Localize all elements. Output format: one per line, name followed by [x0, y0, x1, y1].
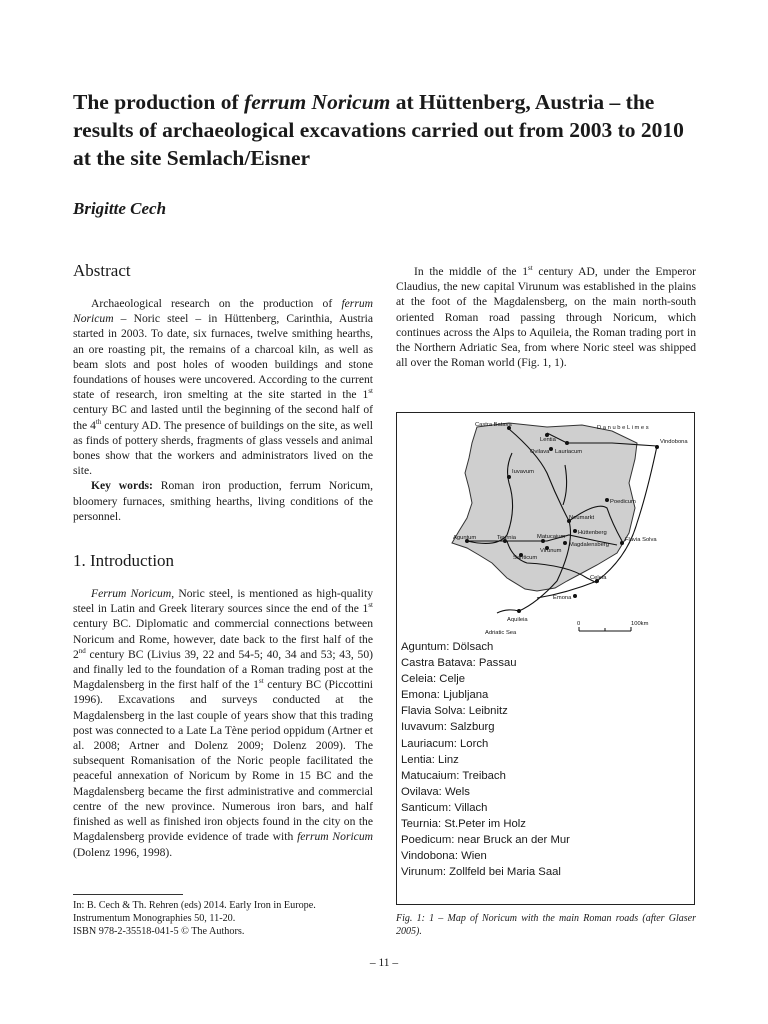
label-castra-batava: Castra Batava	[475, 422, 512, 428]
label-teurnia: Teurnia	[497, 535, 517, 541]
legend-item: Lauriacum: Lorch	[401, 737, 489, 750]
legend-item: Virunum: Zollfeld bei Maria Saal	[401, 866, 561, 879]
legend-item: Vindobona: Wien	[401, 850, 487, 863]
label-santicum: Santicum	[513, 555, 538, 561]
legend-item: Teurnia: St.Peter im Holz	[401, 818, 526, 831]
legend-item: Santicum: Villach	[401, 801, 488, 814]
legend-item: Matucaium: Treibach	[401, 769, 506, 782]
figure-caption: Fig. 1: 1 – Map of Noricum with the main Roman roads (after Glaser 2005).	[396, 913, 696, 937]
right-column	[396, 264, 696, 370]
label-lauriacum: Lauriacum	[555, 449, 583, 455]
noricum-map	[397, 413, 694, 638]
legend-item: Flavia Solva: Leibnitz	[401, 705, 508, 718]
label-aguntum: Aguntum	[453, 535, 477, 541]
label-ovilava: Ovilava	[530, 449, 550, 455]
label-aquileia: Aquileia	[507, 617, 528, 623]
key-words: Key words: Roman iron production, ferrum Noricum, bloomery furnaces, smithing hearths, living conditions of the personnel.	[73, 479, 373, 523]
footnote-line: In: B. Cech & Th. Rehren (eds) 2014. Early Iron in Europe.	[73, 900, 316, 911]
scale-bar	[577, 621, 649, 631]
page-number: – 11 –	[369, 957, 399, 969]
label-danube-limes: D a n u b e L i m e s	[597, 425, 649, 431]
label-poedicum: Poedicum	[610, 499, 636, 505]
legend-item: Celeia: Celje	[401, 673, 466, 686]
label-flavia-solva: Flavia Solva	[625, 537, 657, 543]
label-celeia: Celeia	[590, 575, 607, 581]
left-column	[73, 260, 373, 860]
label-magdalensberg: Magdalensberg	[569, 542, 609, 548]
footnote-line: Instrumentum Monographies 50, 11-20.	[73, 913, 236, 925]
label-lentia: Lentia	[540, 437, 556, 443]
introduction-heading: 1. Introduction	[73, 551, 175, 571]
legend-item: Aguntum: Dölsach	[401, 641, 494, 653]
map-legend	[401, 639, 691, 880]
footnote-line: ISBN 978-2-35518-041-5 © The Authors.	[73, 926, 245, 938]
introduction-paragraph: Ferrum Noricum, Noric steel, is mentioned as high-quality steel in Latin and Greek literary sources since the end of the 1st century BC. Diplomatic and commercial connections between Noricum and Rome, however, date back to the first half of the 2nd century BC (Livius 39, 22 and 54-5; 40, 34 and 53; 43, 50) and finally led to the foundation of a Roman trading post at the Magdalensberg in the first half of the 1st century BC (Piccottini 1996). Excavations and surveys conducted at the Magdalensberg in the last couple of years show that this trading post was connected to a Late La Tène period oppidum (Artner et al. 2008; Artner and Dolenz 2009; Dolenz 2009). The subsequent Romanisation of the Noric people facilitated the peaceful annexation of Noricum by Rome in 15 BC and the Magdalensberg became the first administrative and commercial centre of the new province. Numerous iron bars, and half finished as well as finished iron objects found in the city on the Magdalensberg provide evidence of trade with ferrum Noricum (Dolenz 1996, 1998).	[73, 587, 373, 859]
legend-item: Iuvavum: Salzburg	[401, 721, 495, 734]
label-vindobona: Vindobona	[660, 439, 688, 445]
footnote	[73, 899, 373, 939]
abstract-heading: Abstract	[73, 261, 131, 280]
label-huttenberg: Hüttenberg	[578, 530, 607, 536]
label-matucaium: Matucaium	[537, 534, 566, 540]
legend-item: Ovilava: Wels	[401, 785, 470, 798]
legend-item: Lentia: Linz	[401, 753, 459, 766]
scale-zero: 0	[577, 621, 581, 627]
author-name: Brigitte Cech	[73, 199, 167, 218]
figure-map-of-noricum	[396, 412, 695, 905]
paper-title: The production of ferrum Noricum at Hüttenberg, Austria – the results of archaeological excavations carried out from 2003 to 2010 at the site Semlach/Eisner	[73, 90, 684, 170]
label-neumarkt: Neumarkt	[569, 515, 595, 521]
legend-item: Poedicum: near Bruck an der Mur	[401, 834, 570, 847]
legend-item: Emona: Ljubljana	[401, 689, 489, 702]
label-iuvavum: Iuvavum	[512, 469, 534, 475]
label-emona: Emona	[553, 595, 572, 601]
legend-item: Castra Batava: Passau	[401, 657, 517, 670]
abstract-paragraph: Archaeological research on the production of ferrum Noricum – Noric steel – in Hüttenberg, Carinthia, Austria started in 2003. To date, six furnaces, twelve smithing hearths, an ore roasting pit, the remains of a charcoal kiln, as well as beam slots and post holes of wooden buildings and stone foundations of houses were uncovered. According to the current state of research, iron smelting at the site started in the 1st century BC and lasted until the beginning of the second half of the 4th century AD. The presence of buildings on the site, as well as finds of pottery sherds, fragments of glass vessels and animal bones show that the workers and administrators lived on the site.	[73, 297, 373, 478]
scale-100km: 100km	[631, 621, 649, 627]
footnote-divider	[73, 894, 183, 895]
label-adriatic-sea: Adriatic Sea	[485, 630, 517, 636]
right-paragraph: In the middle of the 1st century AD, under the Emperor Claudius, the new capital Virunum was established in the plains at the foot of the Magdalensberg, on the main north-south oriented Roman road passing through Noricum, which continues across the Alps to Aquileia, the Roman trading port in the Northern Adriatic Sea, from where Noric steel was shipped all over the Roman world (Fig. 1, 1).	[396, 264, 696, 370]
label-virunum: Virunum	[540, 548, 562, 554]
